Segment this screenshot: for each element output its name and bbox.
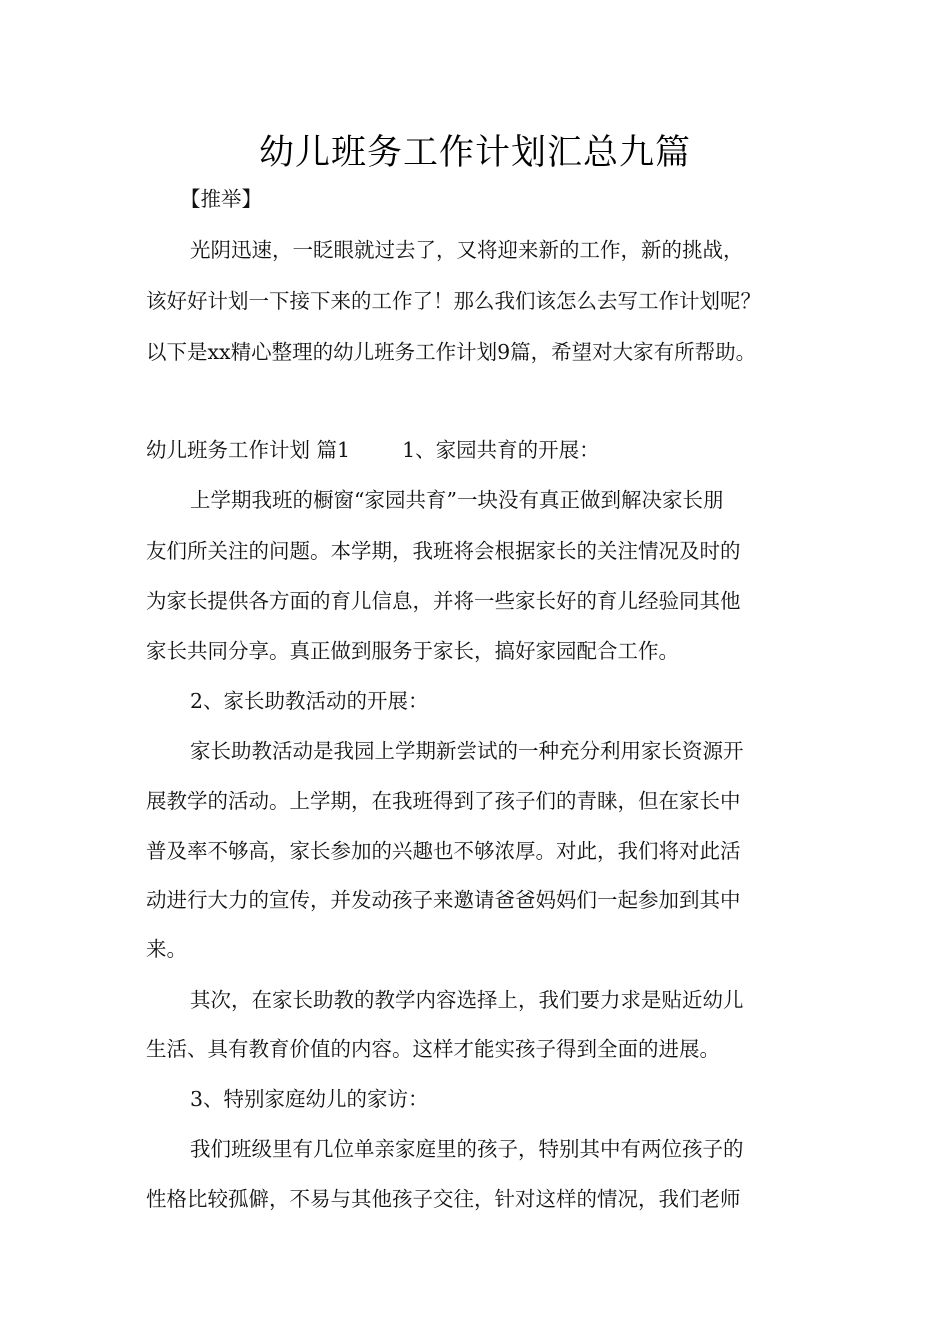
body-line: 家长助教活动是我园上学期新尝试的一种充分利用家长资源开 (190, 739, 744, 763)
intro-line: 该好好计划一下接下来的工作了！那么我们该怎么去写工作计划呢？ (146, 289, 761, 313)
subheading-3: 3、特别家庭幼儿的家访： (190, 1087, 429, 1111)
section-heading-label: 幼儿班务工作计划 篇1 (146, 438, 351, 462)
section-heading (146, 434, 806, 466)
body-line: 我们班级里有几位单亲家庭里的孩子，特别其中有两位孩子的 (190, 1137, 744, 1161)
body-line: 动进行大力的宣传，并发动孩子来邀请爸爸妈妈们一起参加到其中 (146, 888, 741, 912)
section-heading-item: 1、家园共育的开展： (402, 438, 600, 462)
body-line: 友们所关注的问题。本学期，我班将会根据家长的关注情况及时的 (146, 539, 741, 563)
subheading-2: 2、家长助教活动的开展： (190, 689, 429, 713)
body-line: 性格比较孤僻，不易与其他孩子交往，针对这样的情况，我们老师 (146, 1187, 741, 1211)
body-line: 上学期我班的橱窗“家园共育”一块没有真正做到解决家长朋 (190, 488, 724, 512)
body-line: 普及率不够高，家长参加的兴趣也不够浓厚。对此，我们将对此活 (146, 839, 741, 863)
body-line: 来。 (146, 937, 187, 961)
body-line: 生活、具有教育价值的内容。这样才能实孩子得到全面的进展。 (146, 1037, 720, 1061)
intro-line: 光阴迅速，一眨眼就过去了，又将迎来新的工作，新的挑战， (190, 238, 744, 262)
intro-line: 以下是xx精心整理的幼儿班务工作计划9篇，希望对大家有所帮助。 (146, 340, 757, 364)
body-line: 其次，在家长助教的教学内容选择上，我们要力求是贴近幼儿 (190, 988, 744, 1012)
body-line: 展教学的活动。上学期，在我班得到了孩子们的青睐，但在家长中 (146, 789, 741, 813)
body-line: 家长共同分享。真正做到服务于家长，搞好家园配合工作。 (146, 639, 679, 663)
document-title: 幼儿班务工作计划汇总九篇 (258, 133, 691, 173)
recommend-tag: 【推举】 (180, 187, 262, 211)
body-line: 为家长提供各方面的育儿信息，并将一些家长好的育儿经验同其他 (146, 589, 741, 613)
